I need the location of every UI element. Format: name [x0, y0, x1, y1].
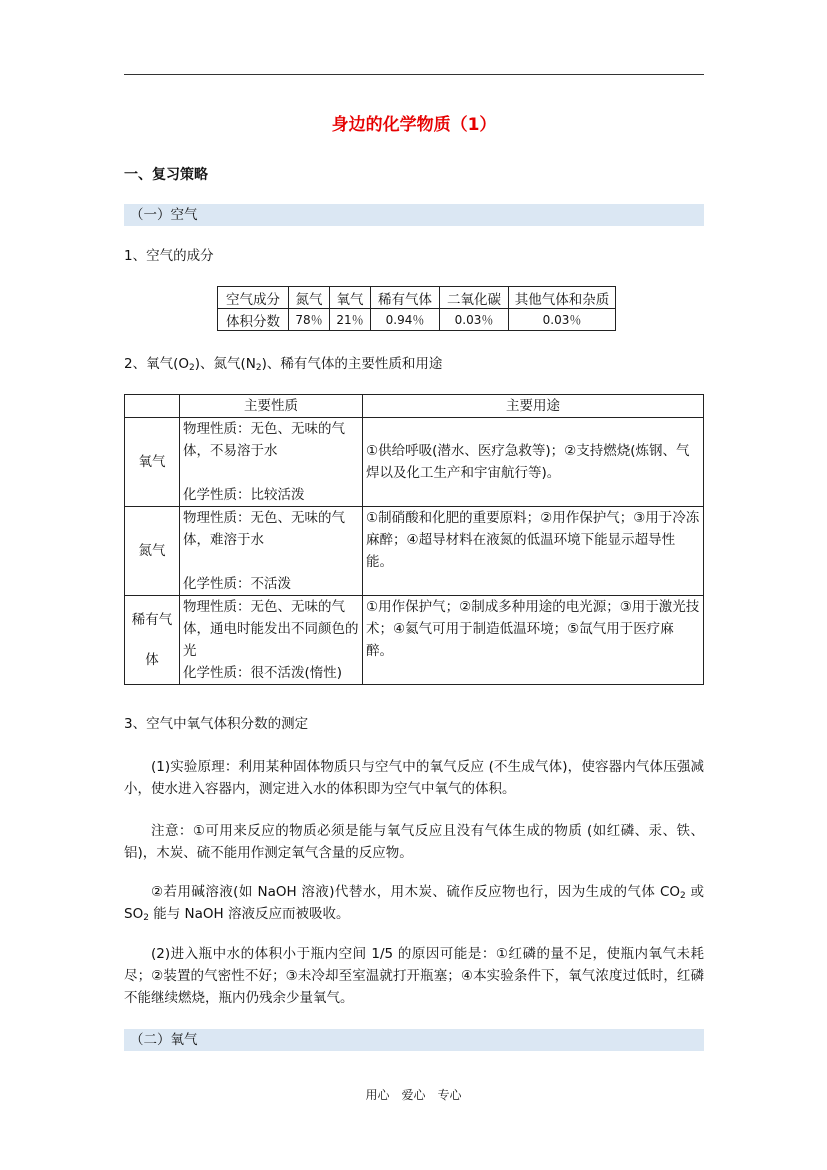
properties-cell [180, 418, 363, 507]
uses-cell: ①制硝酸和化肥的重要原料；②用作保护气；③用于冷冻麻醉；④超导材料在液氮的低温环境下能显示超导性能。 [363, 507, 704, 596]
table-row [125, 596, 704, 685]
table-header-cell: 二氧化碳 [440, 287, 509, 309]
item-1-heading: 1、空气的成分 [124, 248, 214, 264]
table-row [125, 395, 704, 418]
table-row [218, 309, 616, 331]
chemical-properties: 化学性质：很不活泼(惰性) [183, 665, 343, 681]
header-rule [124, 74, 704, 75]
table-cell: 0.03％ [509, 309, 616, 331]
text-run: 能与 NaOH 溶液反应而被吸收。 [148, 906, 350, 922]
item-3-heading: 3、空气中氧气体积分数的测定 [124, 716, 309, 732]
gas-name-cell: 稀有气体 [125, 596, 180, 685]
table-header-cell: 空气成分 [218, 287, 289, 309]
gas-name-cell: 氮气 [125, 507, 180, 596]
text-run: 2、氧气(O [124, 356, 189, 372]
band-label: （一）空气 [130, 207, 198, 223]
text-run: )、稀有气体的主要性质和用途 [261, 356, 443, 372]
paragraph-reasons: (2)进入瓶中水的体积小于瓶内空间 1/5 的原因可能是：①红磷的量不足，使瓶内氧气未耗尽；②装置的气密性不好；③未冷却至室温就打开瓶塞；④本实验条件下，氧气浓度过低时，红磷不能继续燃烧，瓶内仍残余少量氧气。 [124, 946, 704, 1006]
subscript: 2 [188, 363, 195, 373]
table-row [125, 418, 704, 507]
band-label: （二）氧气 [130, 1032, 198, 1048]
paragraph-alkali [124, 881, 704, 925]
physical-properties: 物理性质：无色、无味的气体，难溶于水 [183, 510, 345, 548]
chemical-properties: 化学性质：比较活泼 [183, 487, 305, 503]
table-header-cell [125, 395, 180, 418]
table-cell: 21％ [330, 309, 371, 331]
uses-cell: ①供给呼吸(潜水、医疗急救等)；②支持燃烧(炼钢、气焊以及化工生产和宇宙航行等)。 [363, 418, 704, 507]
section-heading: 一、复习策略 [124, 167, 208, 183]
section-band-oxygen [124, 1029, 704, 1051]
chemical-properties: 化学性质：不活泼 [183, 576, 291, 592]
uses-cell: ①用作保护气；②制成多种用途的电光源；③用于激光技术；④氦气可用于制造低温环境；⑤氙气用于医疗麻醉。 [363, 596, 704, 685]
paragraph-principle: (1)实验原理：利用某种固体物质只与空气中的氧气反应 (不生成气体)，使容器内气体压强减小，使水进入容器内，测定进入水的体积即为空气中氧气的体积。 [124, 759, 704, 797]
text-run: 或 SO [124, 884, 705, 922]
table-header-cell: 稀有气体 [371, 287, 440, 309]
subscript: 2 [680, 891, 686, 901]
gas-properties-table [124, 394, 704, 685]
table-row [218, 287, 616, 309]
physical-properties: 物理性质：无色、无味的气体，通电时能发出不同颜色的光 [183, 599, 359, 659]
physical-properties: 物理性质：无色、无味的气体，不易溶于水 [183, 421, 345, 459]
gas-name-cell: 氧气 [125, 418, 180, 507]
table-cell: 0.03％ [440, 309, 509, 331]
text-run: ②若用碱溶液(如 NaOH 溶液)代替水，用木炭、硫作反应物也行，因为生成的气体 CO [151, 884, 681, 900]
subscript: 2 [143, 913, 149, 923]
table-header-cell: 氮气 [289, 287, 330, 309]
paragraph-note: 注意：①可用来反应的物质必须是能与氧气反应且没有气体生成的物质 (如红磷、汞、铁、铝)，木炭、硫不能用作测定氧气含量的反应物。 [124, 823, 704, 861]
properties-cell [180, 596, 363, 685]
table-header-cell: 其他气体和杂质 [509, 287, 616, 309]
table-header-cell: 主要性质 [180, 395, 363, 418]
page-title: 身边的化学物质（1） [331, 115, 497, 135]
table-cell: 体积分数 [218, 309, 289, 331]
section-band-air [124, 204, 704, 226]
table-header-cell: 主要用途 [363, 395, 704, 418]
table-cell: 0.94％ [371, 309, 440, 331]
text-run: )、氮气(N [194, 356, 256, 372]
air-composition-table [217, 286, 616, 331]
page-footer: 用心 爱心 专心 [365, 1088, 462, 1102]
table-cell: 78％ [289, 309, 330, 331]
table-header-cell: 氧气 [330, 287, 371, 309]
item-2-heading [124, 353, 442, 375]
subscript: 2 [255, 363, 262, 373]
properties-cell [180, 507, 363, 596]
table-row [125, 507, 704, 596]
